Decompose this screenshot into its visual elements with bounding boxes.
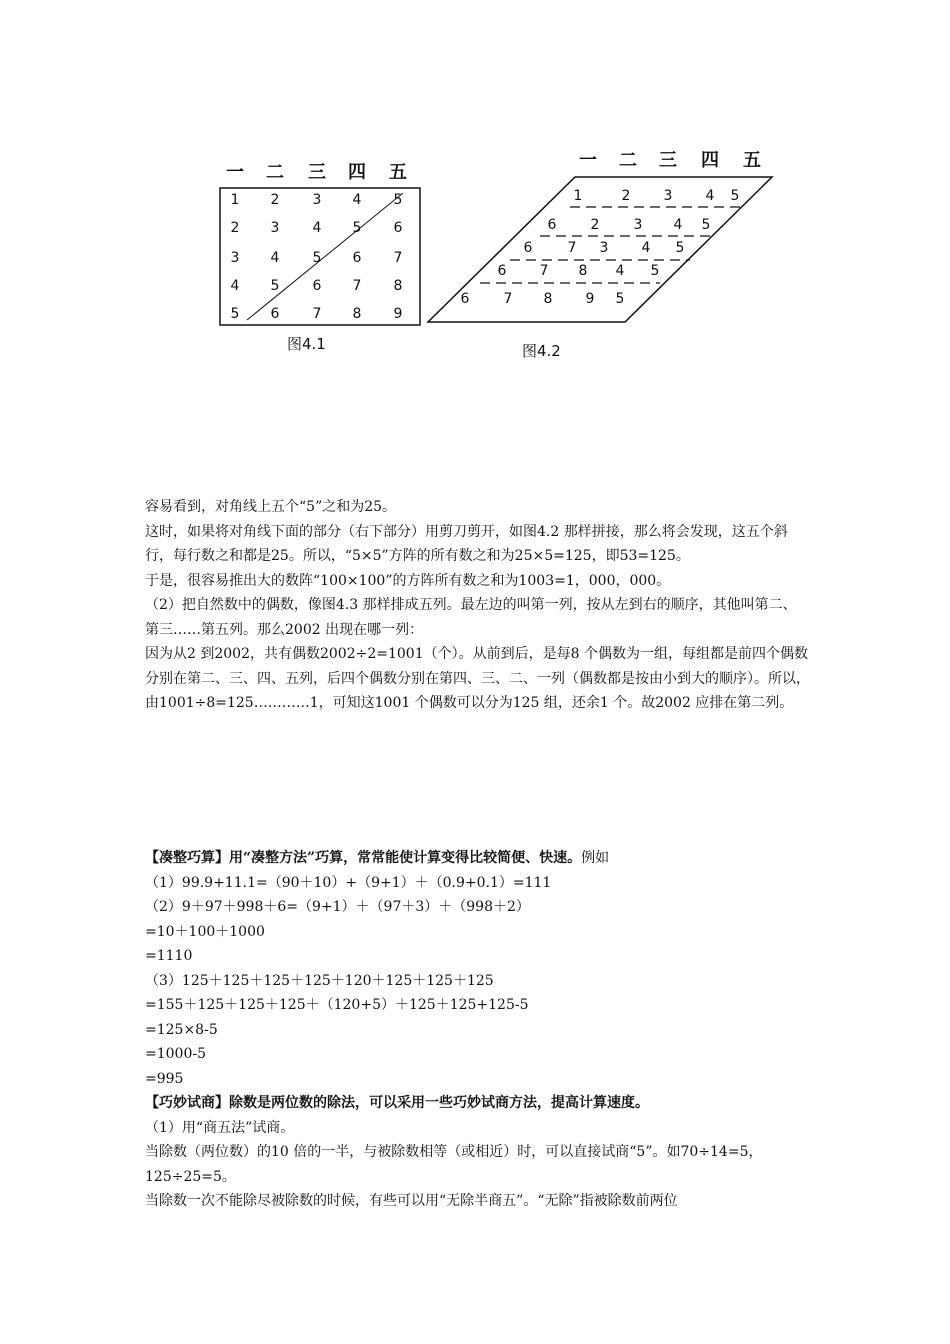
figure-4-2-cell: 5 (675, 240, 685, 256)
figure-4-2-cell: 6 (497, 263, 507, 279)
section-1 (145, 495, 810, 716)
calc-line: （2）9＋97＋998＋6=（9+1）＋（97＋3）＋（998＋2） (145, 899, 530, 915)
figure-4-1-cell: 4 (352, 192, 362, 208)
paragraph: 这时，如果将对角线下面的部分（右下部分）用剪刀剪开，如图4.2 那样拼接，那么将会发现，这五个斜行，每行数之和都是25。所以，“5×5”方阵的所有数之和为25×5=125，即53=125。 (145, 523, 788, 564)
paragraph: 于是，很容易推出大的数阵“100×100”的方阵所有数之和为1003=1，000，000。 (145, 572, 671, 589)
paragraph: 当除数一次不能除尽被除数的时候，有些可以用“无除半商五”。“无除”指被除数前两位 (145, 1193, 678, 1209)
paragraph: 因为从2 到2002，共有偶数2002÷2=1001（个）。从前到后，是每8 个偶数为一组，每组都是前四个偶数分别在第二、三、四、五列，后四个偶数分别在第四、三、二、一列（偶数都是按由小到大的顺序）。所以，由1001÷8=125…………1，可知这1001 个偶数可以分为125 组，还余1 个。故2002 应排在第二列。 (145, 646, 810, 711)
figure-4-2 (420, 140, 780, 334)
calc-line: =10＋100＋1000 (145, 923, 265, 940)
figure-4-2-column-header: 三 (659, 150, 677, 171)
figure-4-2-cell: 4 (615, 263, 625, 279)
figure-4-1-cell: 2 (230, 220, 240, 236)
figure-4-2-column-header: 五 (743, 150, 761, 171)
figure-4-2-cell: 7 (503, 291, 513, 307)
figure-4-2-caption: 图4.2 (522, 342, 561, 360)
figure-4-1-column-header: 二 (266, 162, 284, 183)
figure-4-1-cell: 4 (312, 220, 322, 236)
figure-4-1 (215, 150, 425, 334)
figure-4-2-column-header: 一 (579, 150, 597, 171)
figure-4-2-cell: 4 (673, 217, 683, 233)
figure-4-2-cell: 4 (705, 188, 715, 204)
calc-line: =125×8-5 (145, 1021, 218, 1038)
figure-4-1-cell: 4 (230, 278, 240, 294)
figure-4-1-column-header: 一 (226, 162, 244, 183)
figure-4-2-cell: 6 (547, 217, 557, 233)
figure-4-1-cell: 3 (270, 220, 280, 236)
figure-4-2-cell: 9 (585, 291, 595, 307)
figure-4-1-cell: 6 (393, 220, 403, 236)
figure-4-1-column-header: 四 (348, 162, 366, 183)
figure-4-1-column-header: 三 (308, 162, 326, 183)
section-2 (145, 846, 810, 1214)
calc-line: （1）99.9+11.1=（90＋10）+（9+1）＋（0.9+0.1）=111 (145, 874, 552, 891)
figure-4-2-cell: 8 (578, 263, 588, 279)
figure-4-1-cell: 6 (312, 278, 322, 294)
calc-line: =1000-5 (145, 1046, 206, 1062)
figure-4-1-cell: 5 (270, 278, 280, 294)
figure-4-1-cell: 7 (352, 278, 362, 294)
figure-4-2-cell: 1 (573, 188, 583, 204)
calc-line: （3）125＋125＋125＋125＋120＋125＋125＋125 (145, 972, 494, 989)
figure-4-1-cell: 3 (230, 250, 240, 266)
figure-4-2-cell: 3 (633, 217, 643, 233)
figure-4-1-cell: 6 (270, 306, 280, 322)
calc-line: =995 (145, 1070, 184, 1087)
figure-4-2-cell: 5 (615, 291, 625, 307)
section-3-heading: 【巧妙试商】除数是两位数的除法，可以采用一些巧妙试商方法，提高计算速度。 (145, 1095, 649, 1111)
figure-4-2-cell: 5 (730, 188, 740, 204)
figure-4-1-cell: 1 (230, 192, 240, 208)
figure-4-2-column-header: 二 (619, 150, 637, 171)
calc-line: =1110 (145, 948, 193, 964)
figure-4-1-cell: 4 (270, 250, 280, 266)
figure-4-1-cell: 2 (270, 192, 280, 208)
figure-4-1-column-header: 五 (389, 162, 407, 183)
figure-4-1-cell: 5 (312, 250, 322, 266)
heading-rest: 例如 (581, 850, 610, 866)
paragraph: 容易看到，对角线上五个“5”之和为25。 (145, 499, 397, 515)
figure-4-2-cell: 7 (539, 263, 549, 279)
figure-4-1-cell: 8 (352, 306, 362, 322)
figure-4-1-cell: 5 (393, 192, 403, 208)
figure-4-1-cell: 3 (312, 192, 322, 208)
figure-4-2-cell: 5 (701, 217, 711, 233)
figure-4-2-cell: 5 (650, 263, 660, 279)
figure-4-1-caption: 图4.1 (287, 335, 326, 353)
figure-4-1-cell: 5 (230, 306, 240, 322)
figure-4-1-drawing (215, 150, 425, 330)
figure-4-1-cell: 9 (393, 306, 403, 322)
figure-4-2-cell: 7 (567, 240, 577, 256)
figure-4-2-drawing (420, 140, 780, 330)
paragraph: （1）用“商五法”试商。 (145, 1119, 295, 1136)
section-2-heading (145, 846, 810, 871)
paragraph: （2）把自然数中的偶数，像图4.3 那样排成五列。最左边的叫第一列，按从左到右的顺序，其他叫第二、第三……第五列。那么2002 出现在哪一列： (145, 597, 797, 638)
figure-4-2-cell: 8 (543, 291, 553, 307)
calc-line: =155＋125＋125＋125＋（120+5）＋125＋125+125-5 (145, 997, 529, 1013)
figure-4-1-cell: 5 (352, 220, 362, 236)
heading-bold: 【凑整巧算】用“凑整方法”巧算，常常能使计算变得比较简便、快速。 (145, 850, 582, 866)
figure-4-1-cell: 7 (312, 306, 322, 322)
figure-4-2-cell: 3 (663, 188, 673, 204)
figure-4-1-cell: 6 (352, 250, 362, 266)
figure-4-2-cell: 2 (590, 217, 600, 233)
figure-4-2-cell: 6 (460, 291, 470, 307)
figure-4-2-cell: 3 (599, 240, 609, 256)
figure-4-1-cell: 8 (393, 278, 403, 294)
figure-4-2-cell: 2 (621, 188, 631, 204)
figure-4-2-cell: 4 (641, 240, 651, 256)
paragraph: 当除数（两位数）的10 倍的一半，与被除数相等（或相近）时，可以直接试商“5”。如70÷14=5，125÷25=5。 (145, 1144, 763, 1185)
figure-4-2-cell: 6 (523, 240, 533, 256)
figure-4-1-cell: 7 (393, 250, 403, 266)
figure-4-2-column-header: 四 (701, 150, 719, 171)
